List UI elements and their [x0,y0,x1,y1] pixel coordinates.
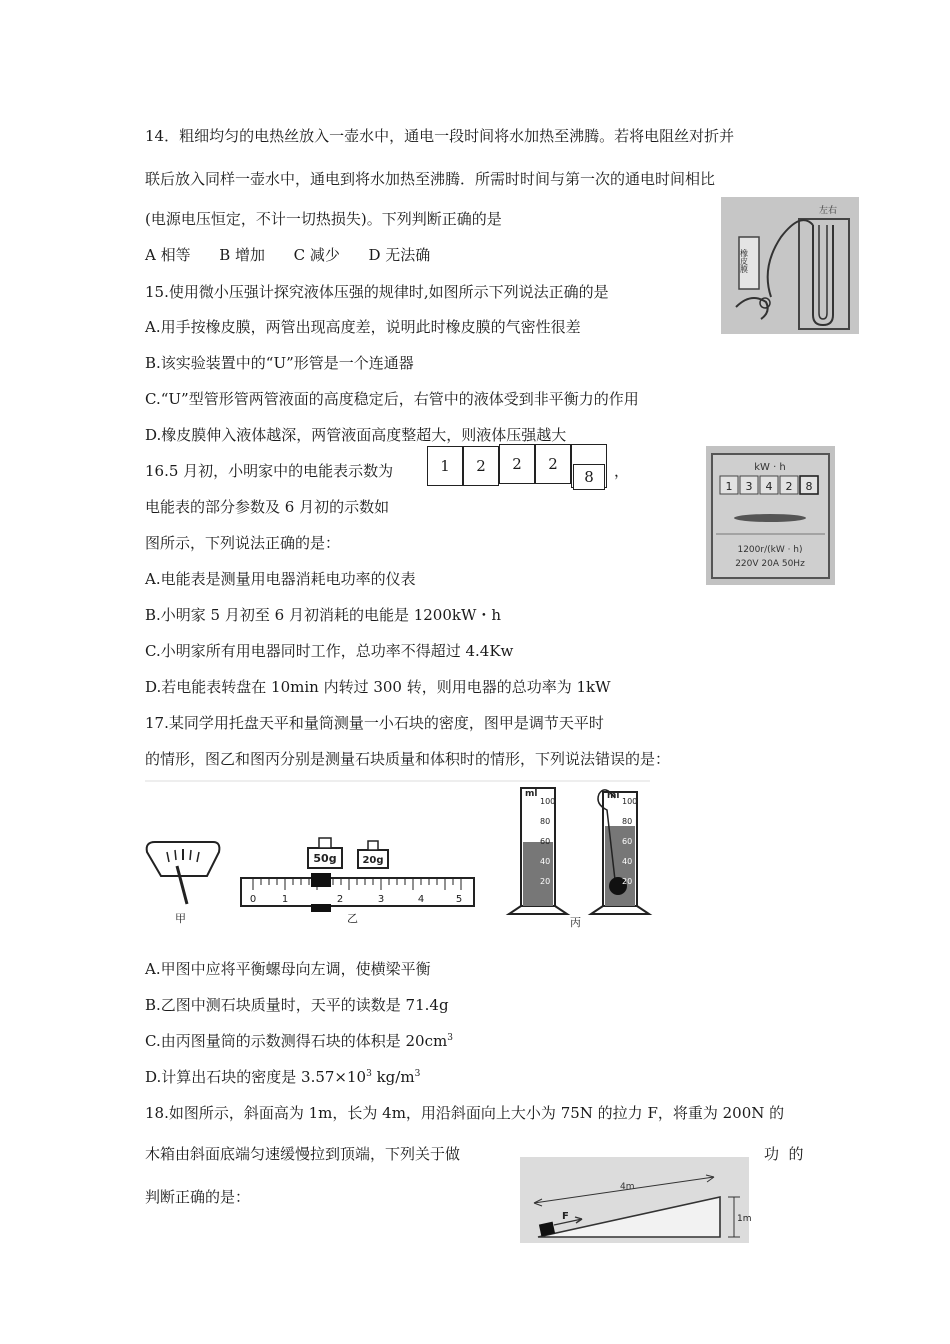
rubber-membrane-label: 橡皮膜 [739,249,749,273]
q17-option-a: A.甲图中应将平衡螺母向左调，使横梁平衡 [145,960,431,978]
power-superscript: 3 [366,1069,372,1079]
photo-digit-2: 3 [745,480,753,493]
figure-bing-label: 丙 [570,916,581,929]
q18-line-2b: 功 的 [764,1145,804,1163]
balance-and-cylinder-figure [145,780,655,930]
figure-yi-label: 乙 [347,912,358,925]
cylinder-1-tick-20: 20 [540,877,551,886]
balance-pointer-dial-figure [147,842,220,925]
q14-line-2: 联后放入同样一壶水中，通电到将水加热至沸腾．所需时时间与第一次的通电时间相比 [145,170,716,188]
cylinder-1-unit: ml [525,789,538,799]
meter-spec-rating: 220V 20A 50Hz [735,559,805,569]
figure-jia-label: 甲 [175,912,186,925]
meter-digit-3: 2 [499,444,535,484]
meter-spec-revolutions: 1200r/(kW · h) [737,545,803,555]
meter-digit-4: 2 [535,444,571,484]
scale-tick-2: 2 [336,894,344,905]
u-tube-top-label: 左右 [819,206,838,216]
q17-option-b: B.乙图中测石块质量时，天平的读数是 71.4g [145,996,449,1014]
incline-length-label: 4m [620,1182,635,1192]
graduated-cylinders-figure [509,788,649,929]
weights-and-beam-scale-figure [241,838,474,925]
meter-digit-2: 2 [463,446,499,486]
q15-option-b: B.该实验装置中的“U”形管是一个连通器 [145,354,414,372]
cylinder-2-tick-80: 80 [622,817,633,826]
scale-tick-0: 0 [249,894,257,905]
meter-digit-1: 1 [427,446,463,486]
electricity-meter-figure [706,446,835,585]
u-tube-pressure-gauge-figure [721,197,859,334]
q18-line-3: 判断正确的是： [145,1188,251,1206]
cylinder-2-tick-20: 20 [622,877,633,886]
cylinder-1-tick-80: 80 [540,817,551,826]
meter-unit: kW · h [754,462,786,473]
q18-line-1: 18.如图所示，斜面高为 1m，长为 4m，用沿斜面向上大小为 75N 的拉力 F，将重为 200N 的 [145,1104,785,1122]
q15-option-d: D.橡皮膜伸入液体越深，两管液面高度整超大，则液体压强越大 [145,426,567,444]
photo-digit-4: 2 [785,480,793,493]
m3-superscript: 3 [414,1069,421,1079]
q17-option-d: D.计算出石块的密度是 $3.57\times 10^3$ $kg/m^3$ [145,1068,421,1086]
photo-digit-3: 4 [765,480,773,493]
scale-tick-4: 4 [417,894,425,905]
force-f-label: F [562,1211,569,1222]
q16-option-a: A.电能表是测量用电器消耗电功率的仪表 [145,570,416,588]
q16-stem-c: 图所示，下列说法正确的是： [145,534,341,552]
q15-stem: 15.使用微小压强计探究液体压强的规律时,如图所示下列说法正确的是 [145,283,609,301]
q16-option-d: D.若电能表转盘在 10min 内转过 300 转，则用电器的总功率为 1kW [145,678,611,696]
cylinder-1-tick-40: 40 [540,857,551,866]
scale-tick-3: 3 [377,894,385,905]
q16-comma: ， [614,462,630,480]
q16-option-b: B.小明家 5 月初至 6 月初消耗的电能是 1200kW・h [145,606,502,624]
cylinder-1-tick-60: 60 [540,837,551,846]
cylinder-2-tick-60: 60 [622,837,633,846]
weight-50g-label: 50g [313,852,337,865]
q17-stem-2: 的情形，图乙和图丙分别是测量石块质量和体积时的情形，下列说法错误的是： [145,750,671,768]
q16-option-c: C.小明家所有用电器同时工作，总功率不得超过 4.4Kw [145,642,514,660]
meter-digit-5: 8 [573,464,605,490]
q15-option-c: C.“U”型管形管两管液面的高度稳定后，右管中的液体受到非平衡力的作用 [145,390,639,408]
cylinder-2-unit: ml [607,791,620,801]
q15-option-a: A.用手按橡皮膜，两管出现高度差，说明此时橡皮膜的气密性很差 [145,318,581,336]
scale-tick-1: 1 [281,894,289,905]
q17-stem-1: 17.某同学用托盘天平和量筒测量一小石块的密度，图甲是调节天平时 [145,714,604,732]
q14-line-1: 14．粗细均匀的电热丝放入一壶水中，通电一段时间将水加热至沸腾。若将电阻丝对折并 [145,127,735,145]
q14-line-3: (电源电压恒定，不计一切热损失)。下列判断正确的是 [145,210,502,228]
cylinder-2-tick-100: 100 [622,797,638,806]
q16-stem-a: 16.5 月初，小明家中的电能表示数为 [145,462,394,480]
photo-digit-1: 1 [725,480,733,493]
q14-options: A 相等 B 增加 C 减少 D 无法确 [145,246,431,264]
scale-tick-5: 5 [455,894,463,905]
q17-option-c: C.由丙图量筒的示数测得石块的体积是 $20cm^3$ [145,1032,453,1050]
incline-height-label: 1m [737,1214,752,1224]
inclined-plane-figure [520,1157,752,1243]
weight-20g-label: 20g [362,855,384,866]
cylinder-1-tick-100: 100 [540,797,556,806]
q16-stem-b: 电能表的部分参数及 6 月初的示数如 [145,498,390,516]
cm3-superscript: 3 [447,1033,453,1043]
photo-digit-5: 8 [805,480,813,493]
cylinder-2-tick-40: 40 [622,857,633,866]
q18-line-2a: 木箱由斜面底端匀速缓慢拉到顶端，下列关于做 [145,1145,461,1163]
